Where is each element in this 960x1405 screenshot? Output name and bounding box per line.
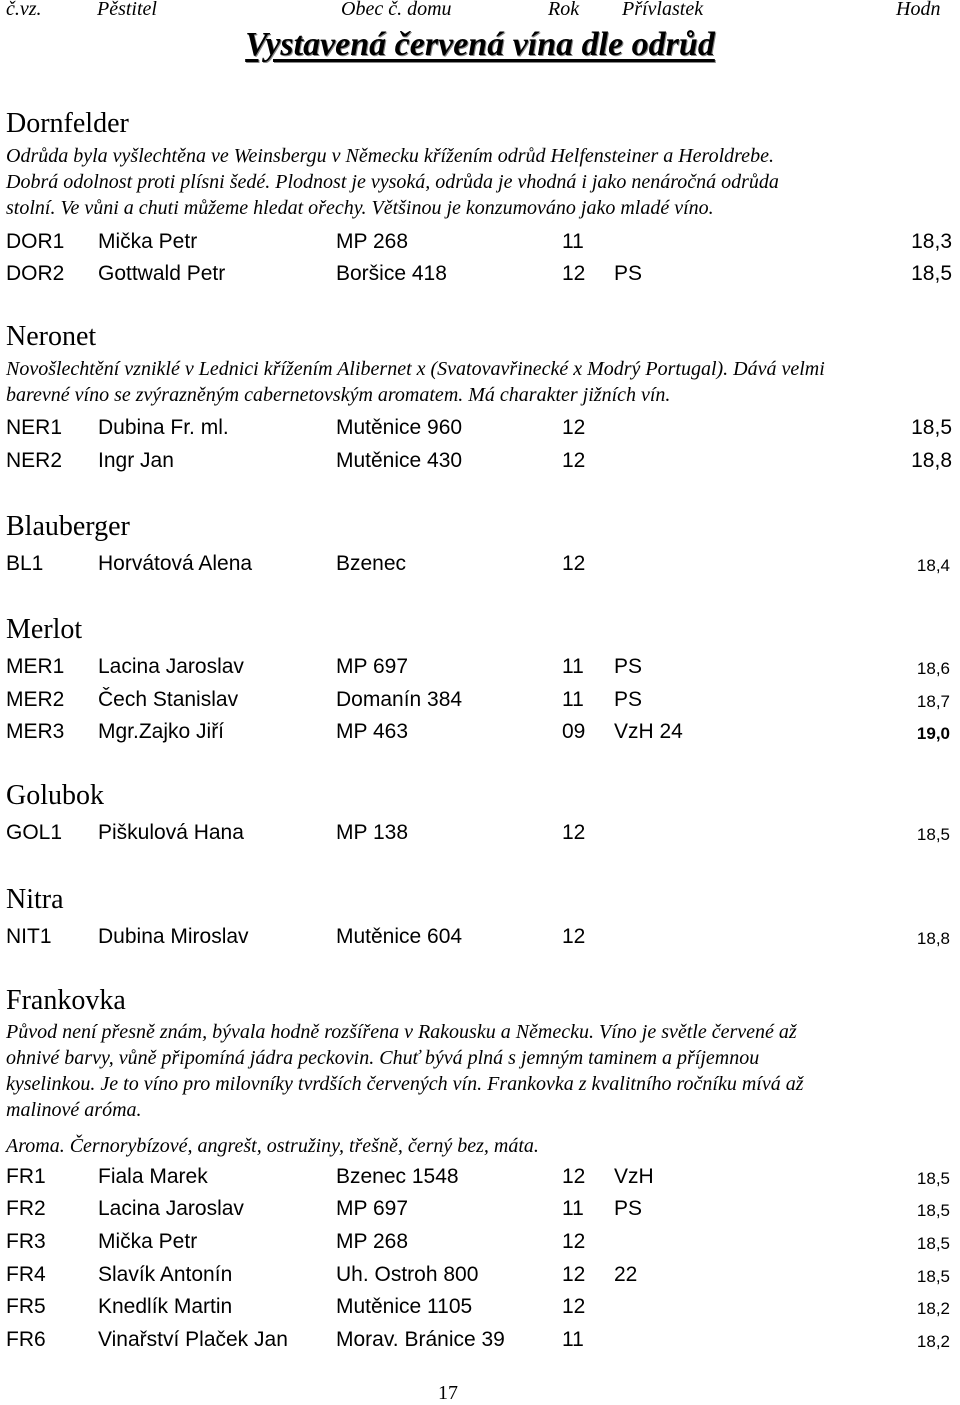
grower-name: Knedlík Martin — [98, 1295, 233, 1318]
grower-name: Slavík Antonín — [98, 1263, 233, 1286]
table-row — [0, 1197, 960, 1227]
attribute: VzH — [614, 1165, 654, 1188]
year: 11 — [562, 655, 584, 678]
sample-id: DOR2 — [6, 262, 65, 285]
village: Domanín 384 — [336, 688, 463, 711]
village: Boršice 418 — [336, 262, 447, 285]
table-row — [0, 416, 960, 446]
grower-name: Lacina Jaroslav — [98, 655, 244, 678]
sample-id: MER2 — [6, 688, 65, 711]
table-row — [0, 552, 960, 582]
year: 11 — [562, 1328, 584, 1351]
year: 12 — [562, 416, 586, 439]
attribute: PS — [614, 1197, 643, 1220]
header-col-attr: Přívlastek — [622, 0, 704, 20]
description-line: Dobrá odolnost proti plísni šedé. Plodnost je vysoká, odrůda je vhodná i jako nenáročná odrůda — [6, 171, 779, 193]
table-row — [0, 1165, 960, 1195]
village: Uh. Ostroh 800 — [336, 1263, 479, 1286]
village: MP 697 — [336, 1197, 408, 1220]
attribute: PS — [614, 688, 643, 711]
variety-description-dornfelder — [6, 143, 950, 221]
sample-id: FR6 — [6, 1328, 46, 1351]
year: 12 — [562, 262, 586, 285]
table-row — [0, 449, 960, 479]
village: Bzenec 1548 — [336, 1165, 459, 1188]
year: 09 — [562, 720, 586, 743]
description-line: stolní. Ve vůni a chuti můžeme hledat ořechy. Většinou je konzumováno jako mladé víno. — [6, 197, 714, 219]
score: 18,7 — [916, 692, 950, 711]
header-col-number: č.vz. — [6, 0, 42, 20]
sample-id: NIT1 — [6, 925, 52, 948]
score: 18,5 — [916, 1169, 950, 1188]
page-number: 17 — [438, 1382, 458, 1404]
village: MP 268 — [336, 1230, 408, 1253]
year: 12 — [562, 821, 586, 844]
sample-id: GOL1 — [6, 821, 63, 844]
table-row — [0, 925, 960, 955]
variety-heading-neronet: Neronet — [6, 321, 97, 352]
variety-description-neronet — [6, 356, 950, 408]
grower-name: Čech Stanislav — [98, 688, 239, 711]
grower-name: Fiala Marek — [98, 1165, 208, 1188]
table-row — [0, 262, 960, 292]
village: MP 697 — [336, 655, 408, 678]
variety-heading-nitra: Nitra — [6, 884, 64, 915]
sample-id: FR2 — [6, 1197, 46, 1220]
village: Bzenec — [336, 552, 407, 575]
table-row — [0, 688, 960, 718]
score: 18,6 — [916, 659, 950, 678]
table-row — [0, 720, 960, 750]
grower-name: Mička Petr — [98, 230, 198, 253]
description-line: Odrůda byla vyšlechtěna ve Weinsbergu v Německu křížením odrůd Helfensteiner a Heroldrebe. — [6, 145, 774, 167]
variety-heading-merlot: Merlot — [6, 614, 83, 645]
table-row — [0, 1295, 960, 1325]
year: 11 — [562, 1197, 584, 1220]
variety-heading-frankovka: Frankovka — [6, 985, 126, 1016]
table-row — [0, 1230, 960, 1260]
description-line: ohnivé barvy, vůně připomíná jádra peckovin. Chuť bývá plná s jemným taminem a příjemnou — [6, 1047, 760, 1069]
sample-id: BL1 — [6, 552, 44, 575]
score: 18,5 — [916, 825, 950, 844]
village: Morav. Bránice 39 — [336, 1328, 505, 1351]
grower-name: Mička Petr — [98, 1230, 198, 1253]
year: 12 — [562, 1295, 586, 1318]
score: 18,2 — [916, 1299, 950, 1318]
grower-name: Horvátová Alena — [98, 552, 253, 575]
year: 12 — [562, 1230, 586, 1253]
attribute: PS — [614, 655, 643, 678]
table-row — [0, 230, 960, 260]
village: MP 268 — [336, 230, 408, 253]
sample-id: FR3 — [6, 1230, 46, 1253]
village: Mutěnice 604 — [336, 925, 463, 948]
sample-id: FR5 — [6, 1295, 46, 1318]
village: Mutěnice 1105 — [336, 1295, 473, 1318]
sample-id: MER1 — [6, 655, 65, 678]
village: MP 463 — [336, 720, 408, 743]
variety-heading-golubok: Golubok — [6, 780, 104, 811]
description-line: Původ není přesně znám, bývala hodně rozšířena v Rakousku a Německu. Víno je světle červené až — [6, 1021, 797, 1043]
grower-name: Dubina Fr. ml. — [98, 416, 229, 439]
table-row — [0, 1328, 960, 1358]
sample-id: MER3 — [6, 720, 65, 743]
grower-name: Gottwald Petr — [98, 262, 226, 285]
score: 18,5 — [916, 1234, 950, 1253]
attribute: PS — [614, 262, 643, 285]
attribute: 22 — [614, 1263, 638, 1286]
table-row — [0, 821, 960, 851]
header-col-score: Hodn — [896, 0, 941, 20]
table-row — [0, 655, 960, 685]
grower-name: Ingr Jan — [98, 449, 174, 472]
header-col-grower: Pěstitel — [97, 0, 157, 20]
grower-name: Vinařství Plaček Jan — [98, 1328, 288, 1351]
year: 12 — [562, 552, 586, 575]
header-col-year: Rok — [548, 0, 580, 20]
score: 18,3 — [911, 230, 952, 253]
year: 12 — [562, 1263, 586, 1286]
score: 18,8 — [911, 449, 952, 472]
score: 18,8 — [916, 929, 950, 948]
score: 18,5 — [916, 1267, 950, 1286]
village: MP 138 — [336, 821, 408, 844]
year: 11 — [562, 230, 584, 253]
description-line: Novošlechtění vzniklé v Lednici křížením Alibernet x (Svatovavřinecké x Modrý Portugal). Dává velmi — [6, 358, 825, 380]
grower-name: Piškulová Hana — [98, 821, 244, 844]
description-line: barevné víno se zvýrazněným cabernetovským aromatem. Má charakter jižních vín. — [6, 384, 671, 406]
attribute: VzH 24 — [614, 720, 683, 743]
year: 12 — [562, 925, 586, 948]
grower-name: Mgr.Zajko Jiří — [98, 720, 225, 743]
variety-heading-dornfelder: Dornfelder — [6, 108, 129, 139]
year: 12 — [562, 1165, 586, 1188]
description-line: kyselinkou. Je to víno pro milovníky tvrdších červených vín. Frankovka z kvalitního ročníku mívá až — [6, 1073, 804, 1095]
year: 11 — [562, 688, 584, 711]
score: 18,2 — [916, 1332, 950, 1351]
village: Mutěnice 960 — [336, 416, 463, 439]
description-line: malinové aróma. — [6, 1099, 142, 1121]
score: 18,5 — [911, 262, 952, 285]
grower-name: Lacina Jaroslav — [98, 1197, 244, 1220]
score: 18,5 — [911, 416, 952, 439]
score: 18,4 — [916, 556, 950, 575]
aroma-line: Aroma. Černorybízové, angrešt, ostružiny, třešně, černý bez, máta. — [6, 1135, 539, 1157]
header-col-village: Obec č. domu — [341, 0, 452, 20]
village: Mutěnice 430 — [336, 449, 463, 472]
sample-id: NER2 — [6, 449, 63, 472]
sample-id: FR1 — [6, 1165, 46, 1188]
score: 19,0 — [916, 724, 950, 743]
table-row — [0, 1263, 960, 1293]
variety-heading-blauberger: Blauberger — [6, 511, 130, 542]
sample-id: NER1 — [6, 416, 63, 439]
sample-id: DOR1 — [6, 230, 65, 253]
score: 18,5 — [916, 1201, 950, 1220]
variety-description-frankovka — [6, 1019, 950, 1123]
year: 12 — [562, 449, 586, 472]
sample-id: FR4 — [6, 1263, 46, 1286]
grower-name: Dubina Miroslav — [98, 925, 249, 948]
page-title: Vystavená červená vína dle odrůd — [245, 26, 715, 63]
